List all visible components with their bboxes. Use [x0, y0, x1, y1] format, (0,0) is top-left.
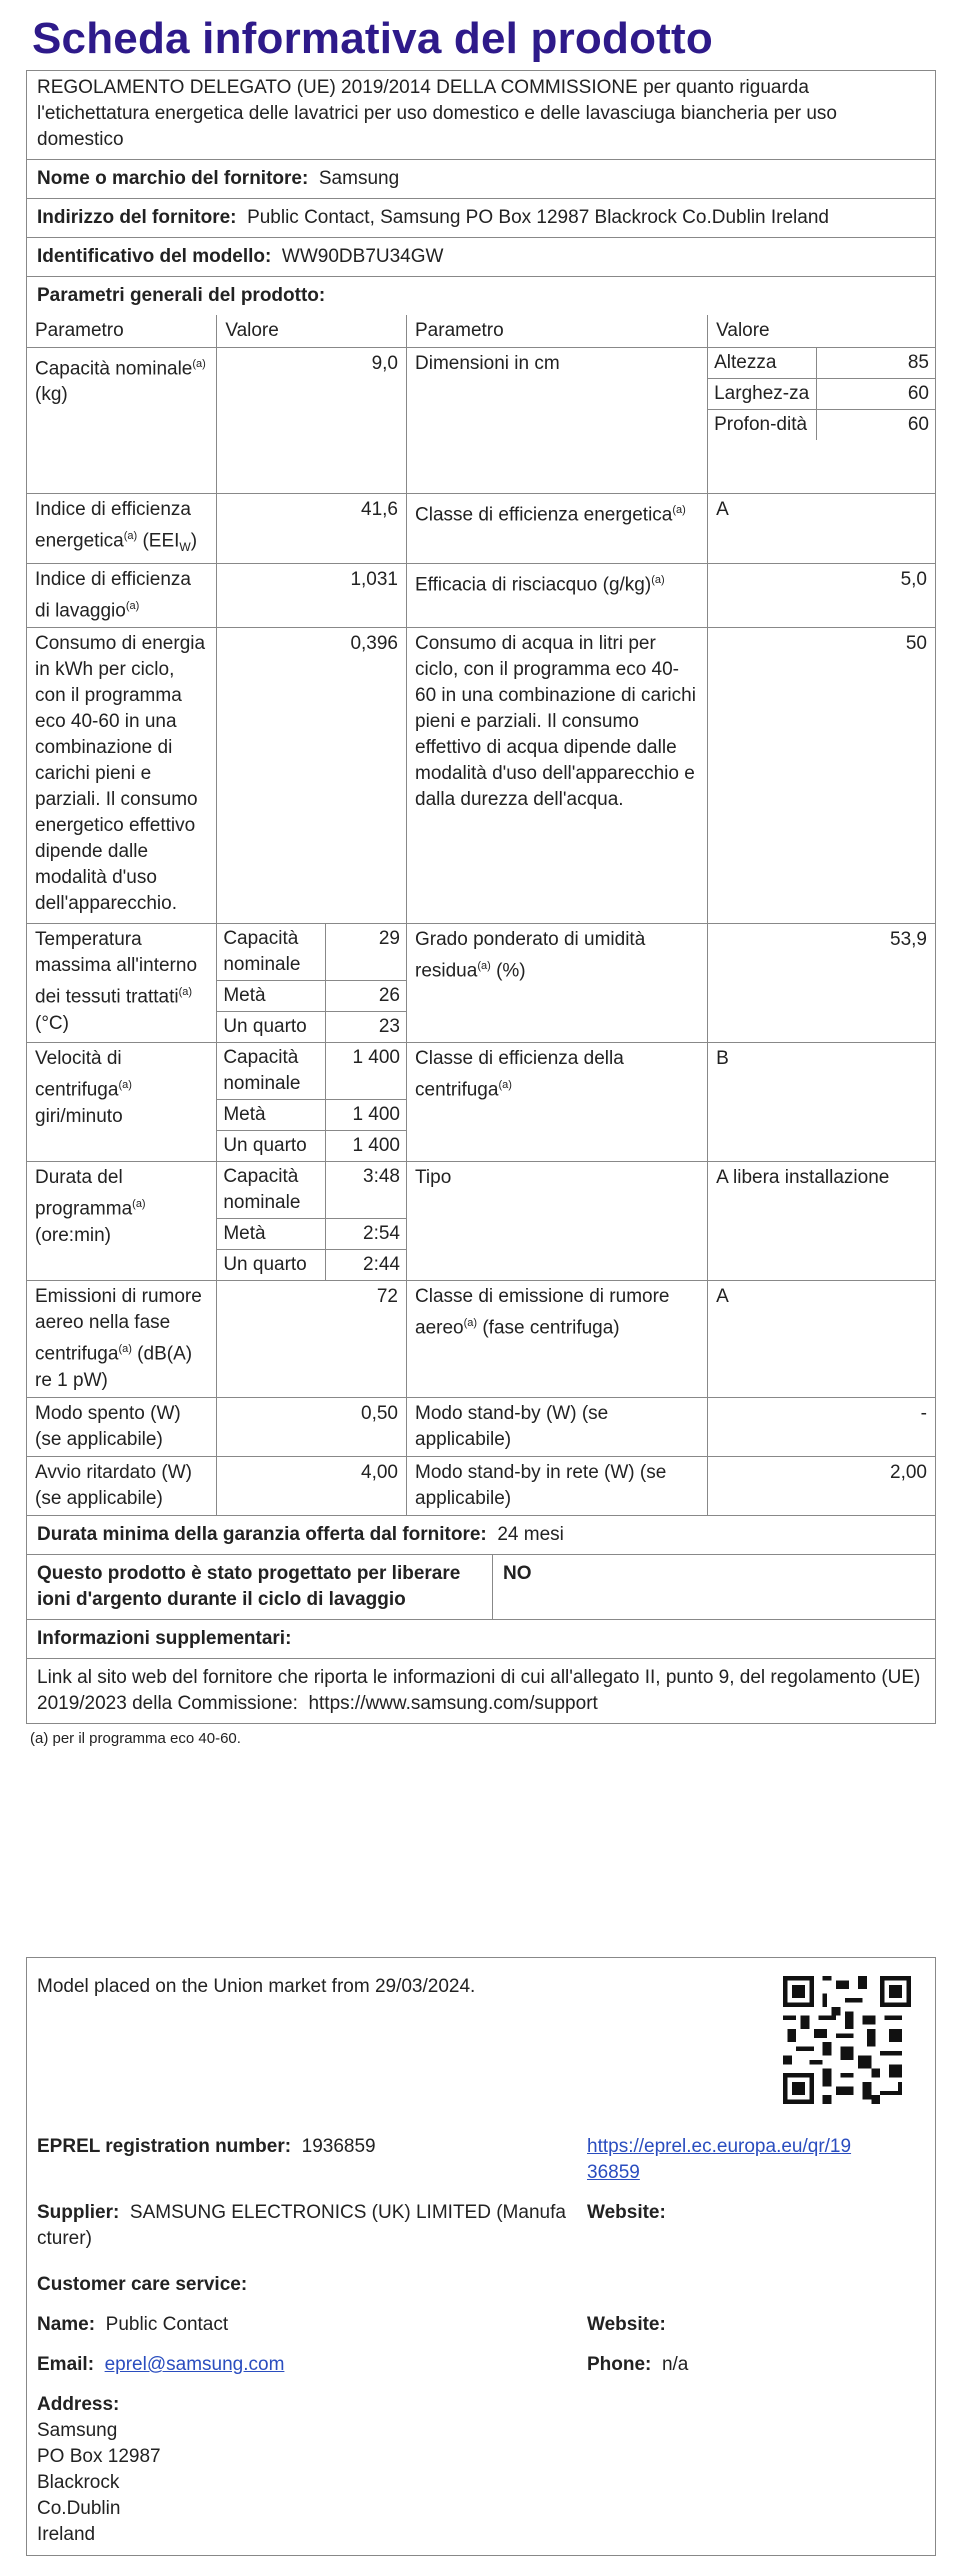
water-value: 50 — [708, 628, 935, 924]
sub-row — [217, 1219, 406, 1250]
moist-unit: (%) — [496, 960, 526, 982]
footmark: (a) — [178, 986, 193, 999]
netstandby-value: 2,00 — [708, 1456, 935, 1515]
name-row — [37, 2312, 228, 2338]
dur-unit: (ore:min) — [35, 1224, 112, 1246]
dim-row — [708, 348, 935, 379]
reg-label: EPREL registration number: — [37, 2136, 292, 2157]
address-line: Co.Dublin — [37, 2498, 121, 2519]
placed-text: Model placed on the Union market from 29/03/2024. — [37, 1976, 476, 1997]
dur-table — [217, 1162, 406, 1280]
sub-row — [217, 1100, 406, 1131]
eei-unit: (EEI — [142, 530, 180, 552]
dim-row — [708, 410, 935, 441]
off-value: 0,50 — [217, 1397, 407, 1456]
noise-unit: dB(A) re 1 pW) — [35, 1343, 193, 1391]
spin-label-cell — [27, 1043, 217, 1162]
dimensions-cell — [708, 348, 935, 494]
table-row — [27, 1043, 935, 1162]
eprel-link-line1[interactable]: https://eprel.ec.europa.eu/qr/19 — [587, 2136, 852, 2157]
wash-label-cell — [27, 564, 217, 628]
sub-value: 2:44 — [363, 1254, 400, 1276]
dim-value: 85 — [817, 348, 935, 379]
supplier-name-label: Nome o marchio del fornitore: — [37, 168, 309, 189]
extra-text: Link al sito web del fornitore che riporta le informazioni di cui all'allegato II, punto 9, del regolamento (UE) 2019/2023 della Commissione: — [37, 1666, 921, 1714]
dimensions-label: Dimensioni in cm — [407, 348, 708, 494]
dim-row — [708, 379, 935, 410]
sub-row — [217, 924, 406, 981]
standby-value: - — [708, 1397, 935, 1456]
supplier-value-1: SAMSUNG ELECTRONICS (UK) LIMITED (Manufa — [129, 2202, 566, 2223]
extra-url[interactable]: https://www.samsung.com/support — [308, 1692, 598, 1714]
supplier-name-value: Samsung — [318, 168, 400, 189]
sub-label: Un quarto — [217, 1250, 326, 1281]
sub-label: Capacità nominale — [217, 924, 326, 981]
temp-unit: (°C) — [35, 1012, 69, 1034]
phone-label: Phone: — [587, 2354, 652, 2375]
class-label-cell — [407, 494, 708, 564]
footmark: (a) — [192, 358, 206, 370]
capacity-label-cell — [27, 348, 217, 494]
sub-label: Capacità nominale — [217, 1043, 326, 1100]
sub-row — [217, 1012, 406, 1043]
parameters-table — [27, 315, 935, 1516]
footmark: (a) — [477, 960, 491, 973]
wash-value: 1,031 — [217, 564, 407, 628]
sub-label: Un quarto — [217, 1131, 326, 1162]
product-fiche — [26, 0, 936, 1747]
silver-row — [27, 1555, 935, 1620]
sub-value: 1 400 — [352, 1135, 400, 1157]
qr-code-icon[interactable] — [783, 1976, 911, 2104]
off-label: Modo spento (W) (se applicabile) — [27, 1397, 217, 1456]
sub-row — [217, 1250, 406, 1281]
silver-value: NO — [503, 1562, 532, 1584]
supplier-address-label: Indirizzo del fornitore: — [37, 207, 237, 228]
supplier-name-row — [27, 160, 935, 199]
temp-table — [217, 924, 406, 1042]
eei-label-cell: Indice di efficienza energetica$^{(a)}$ $(EEI_W)$ — [27, 494, 217, 564]
footmark: (a) — [463, 1317, 478, 1330]
class-value: A — [708, 494, 935, 564]
table-row — [27, 924, 935, 1043]
standby-label: Modo stand-by (W) (se applicabile) — [407, 1397, 708, 1456]
energy-label: Consumo di energia in kWh per ciclo, con il programma eco 40-60 in una combinazione di carichi pieni e parziali. Il consumo energetico effettivo dipende dalle modalità d'uso dell'apparecchio. — [27, 628, 217, 924]
wash-label: Indice di efficienza di lavaggio — [35, 569, 191, 622]
website-label: Website: — [587, 2202, 666, 2223]
email-link[interactable]: eprel@samsung.com — [104, 2354, 285, 2375]
eei-value: 41,6 — [217, 494, 407, 564]
fiche-box — [26, 70, 936, 1724]
care-heading: Customer care service: — [37, 2274, 248, 2295]
table-header-row — [27, 315, 935, 348]
sub-row — [217, 1043, 406, 1100]
capacity-value: 9,0 — [217, 348, 407, 494]
netstandby-label: Modo stand-by in rete (W) (se applicabile) — [407, 1456, 708, 1515]
address-line: Ireland — [37, 2524, 96, 2545]
header-value: Valore — [217, 315, 407, 348]
eprel-link[interactable] — [587, 2134, 907, 2186]
footmark: (a) — [651, 574, 665, 587]
eprel-link-line2[interactable]: 36859 — [587, 2162, 640, 2183]
spinclass-label-cell — [407, 1043, 708, 1162]
table-row — [27, 628, 935, 924]
name-value: Public Contact — [105, 2314, 229, 2335]
table-row — [27, 348, 935, 494]
footmark: (a) — [672, 504, 686, 516]
rinse-label: Efficacia di risciacquo (g/kg) — [415, 574, 652, 596]
sub-value: 2:54 — [326, 1219, 406, 1250]
name-label: Name: — [37, 2314, 96, 2335]
dim-value: 60 — [907, 414, 929, 435]
water-label: Consumo di acqua in litri per ciclo, con il programma eco 40-60 in una combinazione di carichi pieni e parziali. Il consumo effettivo di acqua dipende dalle modalità d'uso dell'apparecchio e dalla durezza dell'acqua. — [407, 628, 708, 924]
general-params-heading: Parametri generali del prodotto: — [37, 285, 326, 306]
rinse-label-cell — [407, 564, 708, 628]
moist-value: 53,9 — [708, 924, 935, 1043]
dim-label: Profon-dità — [708, 410, 817, 441]
header-param: Parametro — [27, 315, 217, 348]
sub-row — [217, 1162, 406, 1219]
footmark: (a) — [123, 530, 138, 542]
rinse-value: 5,0 — [708, 564, 935, 628]
temp-label: Temperatura massima all'interno dei tessuti trattati — [35, 929, 198, 1008]
supplier-address-row — [27, 199, 935, 238]
temp-label-cell — [27, 924, 217, 1043]
spinclass-value: B — [708, 1043, 935, 1162]
footmark: (a) — [498, 1079, 512, 1092]
dur-label: Durata del programma — [35, 1167, 133, 1220]
table-row — [27, 1162, 935, 1281]
email-label: Email: — [37, 2354, 95, 2375]
dim-label: Altezza — [708, 348, 817, 379]
sub-value: 1 400 — [326, 1043, 406, 1100]
noiseclass-value: A — [708, 1281, 935, 1397]
warranty-value: 24 mesi — [497, 1523, 564, 1545]
capacity-label: Capacità nominale — [35, 358, 193, 380]
noise-label-cell: Emissioni di rumore aereo nella fase centrifuga$^{(a)}$ (dB(A) re 1 pW) — [27, 1281, 217, 1397]
spinclass-label: Classe di efficienza della centrifuga — [415, 1048, 624, 1101]
model-label: Identificativo del modello: — [37, 246, 272, 267]
spin-cell — [217, 1043, 407, 1162]
table-row — [27, 1397, 935, 1456]
footmark: (a) — [132, 1198, 146, 1211]
noise-value: 72 — [217, 1281, 407, 1397]
spin-label: Velocità di centrifuga — [35, 1048, 122, 1101]
sub-label: Capacità nominale — [217, 1162, 326, 1219]
noiseclass-label: Classe di emissione di rumore aereo — [415, 1286, 670, 1339]
spin-table — [217, 1043, 406, 1161]
reg-value: 1936859 — [301, 2136, 376, 2157]
regulation-text: REGOLAMENTO DELEGATO (UE) 2019/2014 DELLA COMMISSIONE per quanto riguarda l'etichettatura energetica delle lavatrici per uso domestico e delle lavasciuga biancheria per uso domestico — [27, 71, 935, 160]
energy-value: 0,396 — [217, 628, 407, 924]
phone-row — [587, 2352, 688, 2378]
reg-row — [37, 2134, 376, 2160]
sub-label: Un quarto — [217, 1012, 326, 1043]
sub-label: Metà — [217, 1100, 326, 1131]
dim-value: 60 — [817, 379, 935, 410]
eei-sub: W — [179, 540, 191, 555]
address-line: Blackrock — [37, 2472, 120, 2493]
moist-label-cell — [407, 924, 708, 1043]
spin-unit: giri/minuto — [35, 1105, 123, 1127]
address-line: PO Box 12987 — [37, 2446, 161, 2467]
extra-row — [27, 1659, 935, 1723]
header-value-2: Valore — [708, 315, 935, 348]
phone-value: n/a — [661, 2354, 689, 2375]
type-value: A libera installazione — [708, 1162, 935, 1281]
silver-label: Questo prodotto è stato progettato per liberare ioni d'argento durante il ciclo di lavaggio — [27, 1555, 493, 1619]
delay-value: 4,00 — [217, 1456, 407, 1515]
temp-cell — [217, 924, 407, 1043]
eei-label: Indice di efficienza energetica — [35, 499, 191, 552]
sub-value: 3:48 — [326, 1162, 406, 1219]
address-line: Samsung — [37, 2420, 118, 2441]
sub-label: Metà — [217, 1219, 326, 1250]
table-row — [27, 1456, 935, 1515]
type-label: Tipo — [407, 1162, 708, 1281]
supplier-address-value: Public Contact, Samsung PO Box 12987 Blackrock Co.Dublin Ireland — [247, 207, 829, 228]
warranty-label: Durata minima della garanzia offerta dal fornitore: — [37, 1523, 487, 1545]
noise-label: Emissioni di rumore aereo nella fase centrifuga — [35, 1286, 202, 1365]
supplier-row — [37, 2200, 567, 2252]
noiseclass-label-cell — [407, 1281, 708, 1397]
table-row — [27, 494, 935, 564]
sub-row — [217, 981, 406, 1012]
sub-value: 29 — [326, 924, 406, 981]
footmark: (a) — [118, 1079, 132, 1092]
delay-label: Avvio ritardato (W) (se applicabile) — [27, 1456, 217, 1515]
class-label: Classe di efficienza energetica — [415, 504, 673, 526]
header-param-2: Parametro — [407, 315, 708, 348]
dur-label-cell — [27, 1162, 217, 1281]
eprel-box — [26, 1957, 936, 2556]
email-row — [37, 2352, 284, 2378]
address-block — [37, 2392, 161, 2548]
website-label-2: Website: — [587, 2314, 666, 2335]
supplier-value-2: cturer) — [37, 2228, 92, 2249]
table-row — [27, 564, 935, 628]
model-row — [27, 238, 935, 277]
warranty-row — [27, 1516, 935, 1555]
table-row — [27, 1281, 935, 1397]
footnote: (a) per il programma eco 40-60. — [30, 1729, 241, 1747]
address-label: Address: — [37, 2394, 120, 2415]
moist-label: Grado ponderato di umidità residua — [415, 929, 646, 982]
model-value: WW90DB7U34GW — [281, 246, 444, 267]
footmark: (a) — [125, 600, 140, 613]
page-title: Scheda informativa del prodotto — [32, 14, 713, 63]
noiseclass-unit: (fase centrifuga) — [482, 1317, 620, 1339]
capacity-unit: (kg) — [35, 384, 68, 406]
footmark: (a) — [118, 1343, 132, 1356]
extra-heading: Informazioni supplementari: — [27, 1620, 935, 1659]
sub-label: Metà — [217, 981, 326, 1012]
sub-value: 26 — [326, 981, 406, 1012]
dim-label: Larghez-za — [708, 379, 817, 410]
sub-value: 23 — [378, 1016, 400, 1038]
sub-value: 1 400 — [326, 1100, 406, 1131]
dur-cell — [217, 1162, 407, 1281]
dimensions-table — [708, 348, 935, 440]
sub-row — [217, 1131, 406, 1162]
supplier-label: Supplier: — [37, 2202, 120, 2223]
